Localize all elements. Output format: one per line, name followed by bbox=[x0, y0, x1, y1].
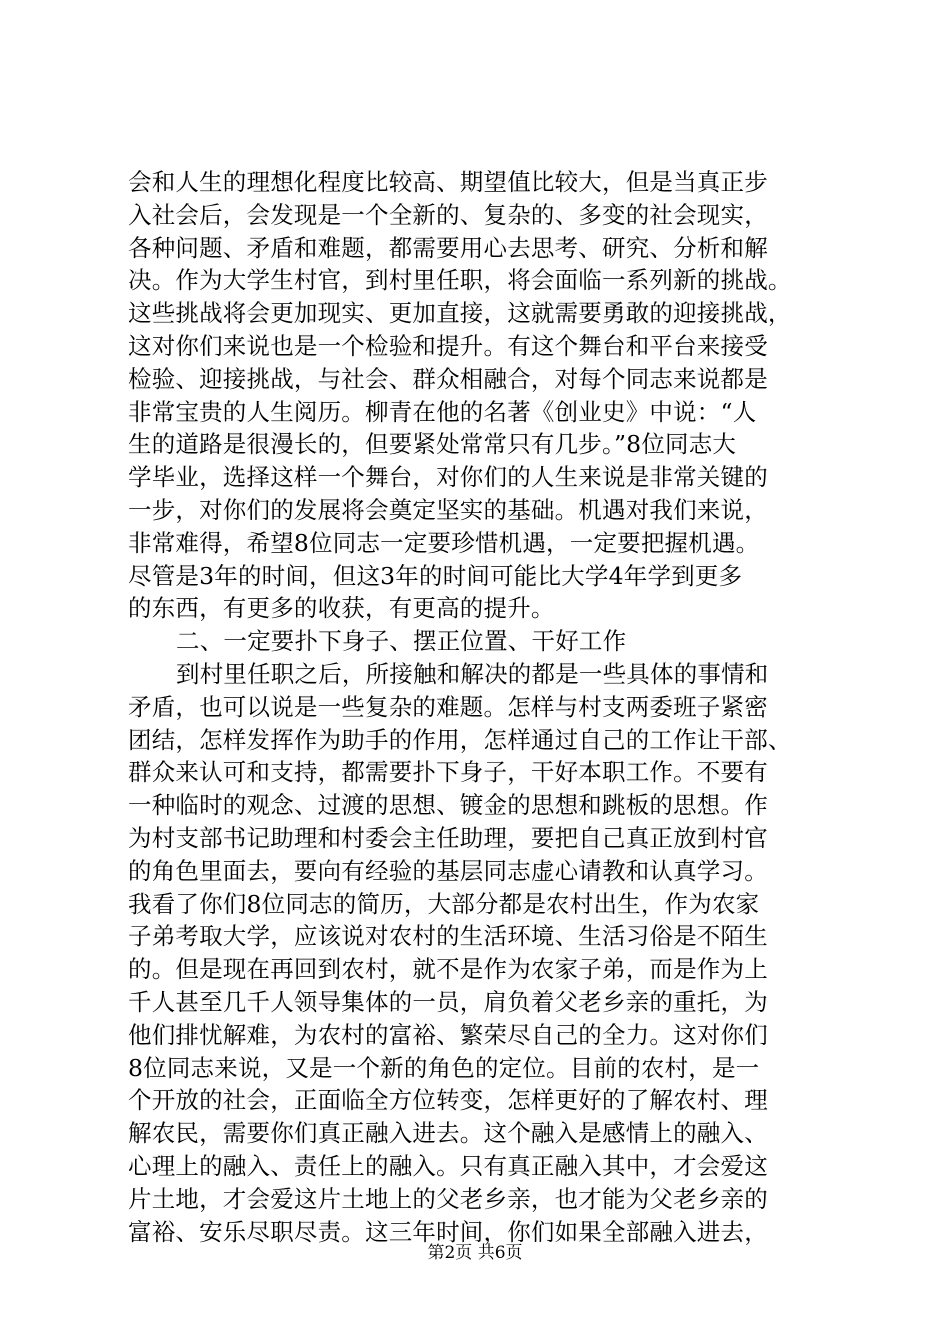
text-line: 决。作为大学生村官，到村里任职，将会面临一系列新的挑战。 bbox=[128, 266, 792, 295]
text-line: 心理上的融入、责任上的融入。只有真正融入其中，才会爱这 bbox=[128, 1151, 768, 1180]
text-line: 解农民，需要你们真正融入进去。这个融入是感情上的融入、 bbox=[128, 1119, 768, 1148]
text-line: 片土地，才会爱这片土地上的父老乡亲，也才能为父老乡亲的 bbox=[128, 1184, 768, 1213]
text-line: 个开放的社会，正面临全方位转变，怎样更好的了解农村、理 bbox=[128, 1086, 768, 1115]
text-line: 一种临时的观念、过渡的思想、镀金的思想和跳板的思想。作 bbox=[128, 791, 768, 820]
text-line: 的。但是现在再回到农村，就不是作为农家子弟，而是作为上 bbox=[128, 955, 768, 984]
text-line: 生的道路是很漫长的，但要紧处常常只有几步。”8位同志大 bbox=[128, 430, 737, 459]
text-line: 的角色里面去，要向有经验的基层同志虚心请教和认真学习。 bbox=[128, 856, 768, 885]
text-line: 团结，怎样发挥作为助手的作用，怎样通过自己的工作让干部、 bbox=[128, 725, 792, 754]
text-line: 为村支部书记助理和村委会主任助理，要把自己真正放到村官 bbox=[128, 823, 768, 852]
text-line: 我看了你们8位同志的简历，大部分都是农村出生，作为农家 bbox=[128, 889, 760, 918]
text-line: 这些挑战将会更加现实、更加直接，这就需要勇敢的迎接挑战， bbox=[128, 299, 792, 328]
text-line: 各种问题、矛盾和难题，都需要用心去思考、研究、分析和解 bbox=[128, 233, 768, 262]
text-line: 8位同志来说，又是一个新的角色的定位。目前的农村，是一 bbox=[128, 1053, 760, 1082]
text-line: 矛盾，也可以说是一些复杂的难题。怎样与村支两委班子紧密 bbox=[128, 692, 768, 721]
text-line: 富裕、安乐尽职尽责。这三年时间，你们如果全部融入进去， bbox=[128, 1217, 768, 1246]
text-line: 入社会后，会发现是一个全新的、复杂的、多变的社会现实， bbox=[128, 200, 768, 229]
text-line: 非常宝贵的人生阅历。柳青在他的名著《创业史》中说：“人 bbox=[128, 397, 757, 426]
text-line: 学毕业，选择这样一个舞台，对你们的人生来说是非常关键的 bbox=[128, 463, 768, 492]
text-line: 群众来认可和支持，都需要扑下身子，干好本职工作。不要有 bbox=[128, 758, 768, 787]
text-line: 会和人生的理想化程度比较高、期望值比较大，但是当真正步 bbox=[128, 168, 768, 196]
text-line: 他们排忧解难，为农村的富裕、繁荣尽自己的全力。这对你们 bbox=[128, 1020, 768, 1049]
text-line: 一步，对你们的发展将会奠定坚实的基础。机遇对我们来说， bbox=[128, 495, 768, 524]
text-line: 二、一定要扑下身子、摆正位置、干好工作 bbox=[176, 627, 627, 656]
text-line: 的东西，有更多的收获，有更高的提升。 bbox=[128, 594, 555, 623]
text-line: 这对你们来说也是一个检验和提升。有这个舞台和平台来接受 bbox=[128, 331, 768, 360]
text-line: 检验、迎接挑战，与社会、群众相融合，对每个同志来说都是 bbox=[128, 364, 768, 393]
text-line: 子弟考取大学，应该说对农村的生活环境、生活习俗是不陌生 bbox=[128, 922, 768, 951]
page-footer: 第2页 共6页 bbox=[427, 1243, 523, 1263]
text-line: 千人甚至几千人领导集体的一员，肩负着父老乡亲的重托，为 bbox=[128, 987, 768, 1016]
text-line: 尽管是3年的时间，但这3年的时间可能比大学4年学到更多 bbox=[128, 561, 743, 590]
body-text bbox=[128, 166, 848, 1248]
text-line: 非常难得，希望8位同志一定要珍惜机遇，一定要把握机遇。 bbox=[128, 528, 760, 557]
text-line: 到村里任职之后，所接触和解决的都是一些具体的事情和 bbox=[176, 659, 769, 688]
